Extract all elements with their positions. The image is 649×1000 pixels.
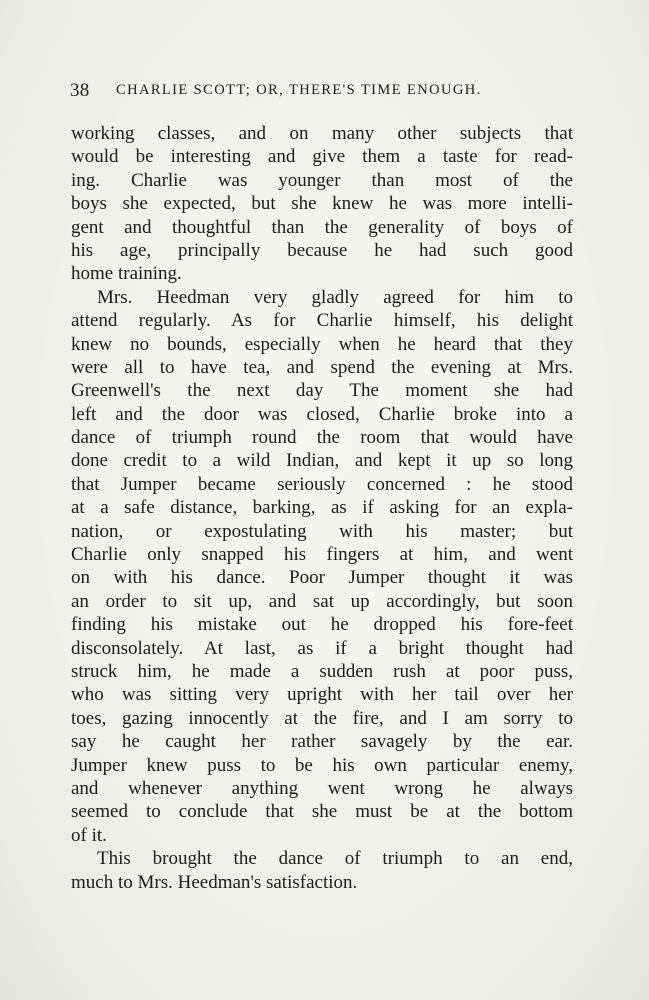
text-line: seemed to conclude that she must be at the bottom [71, 801, 573, 823]
text-line: working classes, and on many other subjects that [71, 123, 573, 144]
text-line: This brought the dance of triumph to an end, [97, 848, 573, 870]
text-line: on with his dance. Poor Jumper thought it was [71, 567, 573, 589]
text-line: were all to have tea, and spend the evening at Mrs. [71, 356, 573, 378]
text-line: Greenwell's the next day The moment she had [71, 380, 573, 402]
text-line: who was sitting very upright with her tail over her [71, 684, 573, 706]
text-line: Mrs. Heedman very gladly agreed for him to [97, 286, 573, 308]
text-line: dance of triumph round the room that would have [71, 427, 573, 449]
text-line: left and the door was closed, Charlie broke into a [71, 403, 573, 425]
running-title: CHARLIE SCOTT; OR, THERE'S TIME ENOUGH. [116, 82, 482, 98]
text-line: and whenever anything went wrong he always [71, 777, 573, 799]
text-line: boys she expected, but she knew he was more intelli- [71, 193, 573, 215]
text-line: disconsolately. At last, as if a bright thought had [71, 637, 573, 659]
body-text [71, 122, 573, 894]
text-line: finding his mistake out he dropped his fore-feet [71, 614, 573, 636]
text-line: knew no bounds, especially when he heard that they [71, 333, 573, 355]
text-line: home training. [71, 263, 182, 285]
text-line: toes, gazing innocently at the fire, and I am sorry to [71, 707, 573, 729]
text-line: Charlie only snapped his fingers at him, and went [71, 544, 573, 566]
text-line: done credit to a wild Indian, and kept it up so long [71, 450, 573, 472]
text-line: struck him, he made a sudden rush at poor puss, [71, 660, 573, 682]
text-line: gent and thoughtful than the generality of boys of [71, 216, 573, 238]
text-line: attend regularly. As for Charlie himself, his delight [71, 310, 573, 332]
text-line: at a safe distance, barking, as if asking for an expla- [71, 497, 573, 519]
text-line: Jumper knew puss to be his own particular enemy, [71, 754, 573, 776]
text-line: say he caught her rather savagely by the ear. [71, 731, 573, 753]
text-line: an order to sit up, and sat up accordingly, but soon [71, 590, 573, 612]
text-line: his age, principally because he had such good [71, 239, 573, 261]
text-line: much to Mrs. Heedman's satisfaction. [71, 871, 358, 893]
text-line: that Jumper became seriously concerned : he stood [71, 473, 573, 495]
text-line: ing. Charlie was younger than most of the [71, 169, 573, 191]
text-line: of it. [71, 824, 107, 846]
running-header [70, 80, 580, 102]
text-line: would be interesting and give them a taste for read- [71, 146, 573, 168]
page-number: 38 [70, 80, 90, 101]
text-line: nation, or expostulating with his master; but [71, 520, 573, 542]
